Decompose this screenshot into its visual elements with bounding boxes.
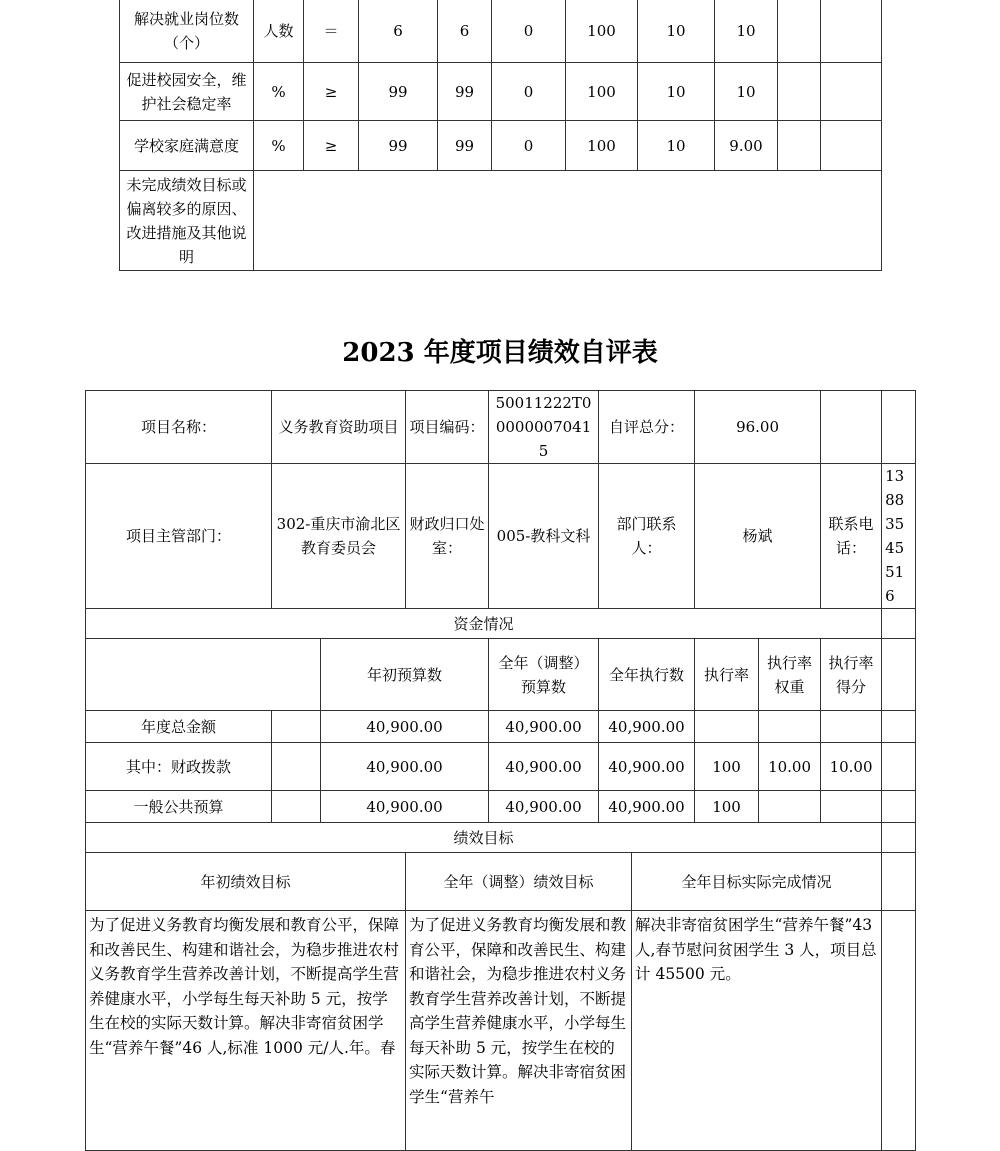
fund-adjusted: 40,900.00 — [489, 711, 599, 743]
indicator-actual: 6 — [438, 0, 492, 63]
indicator-name: 学校家庭满意度 — [120, 121, 254, 171]
fund-initial: 40,900.00 — [321, 791, 489, 823]
dept: 302-重庆市渝北区教育委员会 — [272, 464, 406, 609]
phone-label: 联系电话： — [821, 464, 882, 609]
table-row — [86, 823, 916, 853]
empty-cell — [821, 0, 882, 63]
empty-cell — [821, 121, 882, 171]
project-name-label: 项目名称： — [86, 391, 272, 464]
indicator-target: 6 — [359, 0, 438, 63]
empty-cell — [882, 791, 916, 823]
fund-adjusted: 40,900.00 — [489, 743, 599, 791]
fund-row-label: 年度总金额 — [86, 711, 272, 743]
col-executed: 全年执行数 — [599, 639, 695, 711]
indicator-name: 解决就业岗位数（个） — [120, 0, 254, 63]
indicator-score: 9.00 — [715, 121, 778, 171]
table-row — [86, 639, 916, 711]
fund-executed: 40,900.00 — [599, 711, 695, 743]
fund-initial: 40,900.00 — [321, 743, 489, 791]
table-row — [86, 791, 916, 823]
empty-cell — [882, 391, 916, 464]
empty-cell — [272, 711, 321, 743]
empty-cell — [882, 743, 916, 791]
total-score-label: 自评总分： — [599, 391, 695, 464]
funds-header: 资金情况 — [86, 609, 882, 639]
table-row — [120, 171, 882, 271]
empty-cell — [821, 63, 882, 121]
table-row — [86, 464, 916, 609]
indicator-weight: 10 — [638, 121, 715, 171]
page-title: 2023 年度项目绩效自评表 — [342, 338, 658, 368]
indicator-weight: 10 — [638, 0, 715, 63]
fund-rate: 100 — [695, 743, 759, 791]
indicator-score: 10 — [715, 63, 778, 121]
total-score: 96.00 — [695, 391, 821, 464]
indicator-unit: % — [254, 63, 304, 121]
fund-adjusted: 40,900.00 — [489, 791, 599, 823]
indicator-weight: 10 — [638, 63, 715, 121]
indicator-actual: 99 — [438, 121, 492, 171]
indicator-rate: 100 — [566, 121, 638, 171]
indicator-deviation: 0 — [492, 0, 566, 63]
evaluation-form — [85, 390, 916, 1151]
fund-score — [821, 711, 882, 743]
indicator-actual: 99 — [438, 63, 492, 121]
empty-cell — [821, 391, 882, 464]
table-row — [86, 609, 916, 639]
indicator-deviation: 0 — [492, 63, 566, 121]
col-rate: 执行率 — [695, 639, 759, 711]
col-adjusted-budget: 全年（调整）预算数 — [489, 639, 599, 711]
empty-cell — [778, 63, 821, 121]
dept-label: 项目主管部门： — [86, 464, 272, 609]
col-score: 执行率得分 — [821, 639, 882, 711]
note-value — [254, 171, 882, 271]
goals-header: 绩效目标 — [86, 823, 882, 853]
project-name: 义务教育资助项目 — [272, 391, 406, 464]
phone: 13883545516 — [882, 464, 916, 609]
table-row — [86, 391, 916, 464]
empty-cell — [882, 711, 916, 743]
fund-weight: 10.00 — [759, 743, 821, 791]
project-code-label: 项目编码： — [406, 391, 489, 464]
goal-actual-label: 全年目标实际完成情况 — [632, 853, 882, 911]
indicator-target: 99 — [359, 63, 438, 121]
empty-cell — [882, 639, 916, 711]
indicator-target: 99 — [359, 121, 438, 171]
indicator-operator: ≥ — [304, 121, 359, 171]
empty-cell — [882, 823, 916, 853]
goal-actual-text: 解决非寄宿贫困学生“营养午餐”43 人,春节慰问贫困学生 3 人，项目总计 45500 元。 — [632, 911, 882, 1151]
indicator-table — [119, 0, 882, 271]
project-code: 50011222T000000070415 — [489, 391, 599, 464]
col-weight: 执行率权重 — [759, 639, 821, 711]
empty-cell — [882, 609, 916, 639]
fund-initial: 40,900.00 — [321, 711, 489, 743]
fund-weight — [759, 711, 821, 743]
table-row — [86, 911, 916, 1151]
empty-cell — [272, 743, 321, 791]
finance-label: 财政归口处室： — [406, 464, 489, 609]
indicator-operator: ＝ — [304, 0, 359, 63]
indicator-rate: 100 — [566, 63, 638, 121]
fund-weight — [759, 791, 821, 823]
fund-rate: 100 — [695, 791, 759, 823]
fund-executed: 40,900.00 — [599, 791, 695, 823]
indicator-name: 促进校园安全，维护社会稳定率 — [120, 63, 254, 121]
goal-adjusted-label: 全年（调整）绩效目标 — [406, 853, 632, 911]
indicator-score: 10 — [715, 0, 778, 63]
indicator-operator: ≥ — [304, 63, 359, 121]
fund-score: 10.00 — [821, 743, 882, 791]
fund-executed: 40,900.00 — [599, 743, 695, 791]
contact: 杨斌 — [695, 464, 821, 609]
indicator-rate: 100 — [566, 0, 638, 63]
fund-rate — [695, 711, 759, 743]
empty-cell — [882, 853, 916, 911]
table-row — [86, 711, 916, 743]
table-row — [120, 0, 882, 63]
table-row — [120, 121, 882, 171]
table-row — [120, 63, 882, 121]
indicator-deviation: 0 — [492, 121, 566, 171]
table-row — [86, 743, 916, 791]
empty-cell — [778, 121, 821, 171]
empty-cell — [778, 0, 821, 63]
col-initial-budget: 年初预算数 — [321, 639, 489, 711]
empty-cell — [882, 911, 916, 1151]
goal-adjusted-text: 为了促进义务教育均衡发展和教育公平，保障和改善民生、构建和谐社会，为稳步推进农村义务教育学生营养改善计划，不断提高学生营养健康水平，小学每生每天补助 5 元，按学生在校的实际天数计算。解决非寄宿贫困学生“营养午 — [406, 911, 632, 1151]
goal-initial-label: 年初绩效目标 — [86, 853, 406, 911]
fund-score — [821, 791, 882, 823]
note-label: 未完成绩效目标或偏离较多的原因、改进措施及其他说明 — [120, 171, 254, 271]
fund-row-label: 其中：财政拨款 — [86, 743, 272, 791]
empty-cell — [86, 639, 321, 711]
empty-cell — [272, 791, 321, 823]
table-row — [86, 853, 916, 911]
indicator-unit: % — [254, 121, 304, 171]
finance: 005-教科文科 — [489, 464, 599, 609]
contact-label: 部门联系人： — [599, 464, 695, 609]
goal-initial-text: 为了促进义务教育均衡发展和教育公平，保障和改善民生、构建和谐社会，为稳步推进农村义务教育学生营养改善计划，不断提高学生营养健康水平，小学每生每天补助 5 元，按学生在校的实际天数计算。解决非寄宿贫困学生“营养午餐”46 人,标准 1000 元/人.年。春 — [86, 911, 406, 1151]
fund-row-label: 一般公共预算 — [86, 791, 272, 823]
indicator-unit: 人数 — [254, 0, 304, 63]
